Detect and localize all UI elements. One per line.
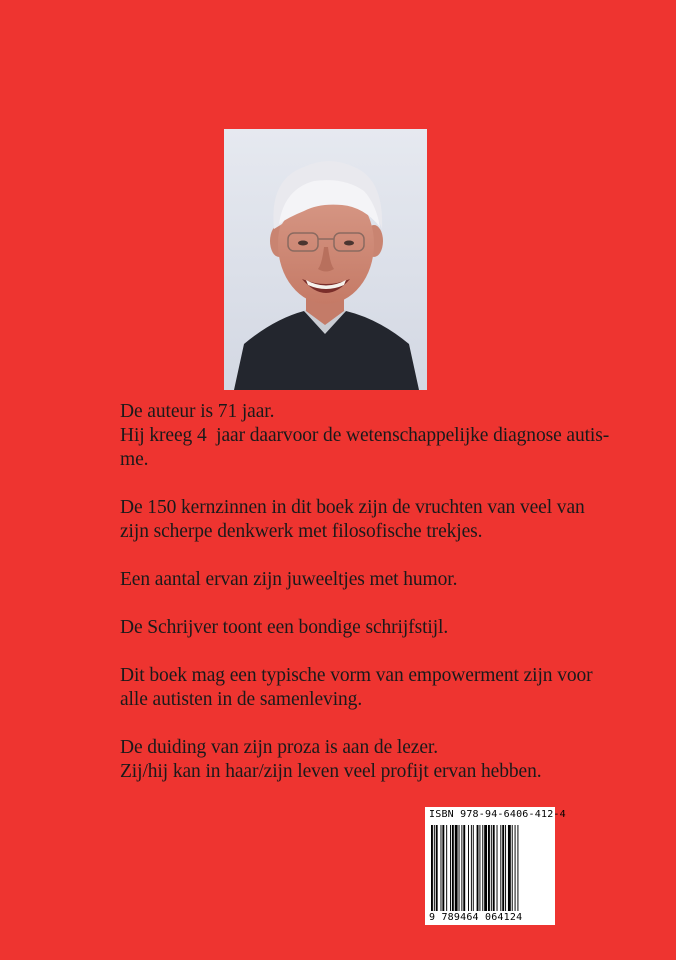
- barcode-bar: [488, 825, 490, 911]
- barcode-digits: 9 789464 064124: [429, 912, 523, 923]
- text-line: De duiding van zijn proza is aan de lezer.: [120, 737, 438, 758]
- barcode-bar: [446, 825, 447, 911]
- barcode-bar: [512, 825, 513, 911]
- barcode-bar: [461, 825, 462, 911]
- barcode-bar: [463, 825, 465, 911]
- author-photo: [224, 129, 427, 390]
- paragraph-author-age: [120, 400, 610, 472]
- barcode-bar: [459, 825, 460, 911]
- text-line: zijn scherpe denkwerk met filosofische trekjes.: [120, 521, 483, 542]
- barcode-bar: [497, 825, 498, 911]
- barcode-bar: [441, 825, 442, 911]
- barcode-bar: [491, 825, 492, 911]
- text-line: me.: [120, 449, 149, 470]
- barcode-bar: [500, 825, 501, 911]
- barcode-bars-icon: [431, 825, 549, 911]
- barcode-bar: [484, 825, 487, 911]
- paragraph-empowerment: [120, 664, 600, 712]
- isbn-barcode: [425, 807, 566, 925]
- barcode-bar: [515, 825, 516, 911]
- text-line: Zij/hij kan in haar/zijn leven veel profijt ervan hebben.: [120, 761, 542, 782]
- barcode-bar: [471, 825, 472, 911]
- isbn-label: ISBN 978-94-6406-412-4: [429, 809, 566, 820]
- barcode-bar: [477, 825, 479, 911]
- barcode-bar: [502, 825, 504, 911]
- barcode-bar: [436, 825, 438, 911]
- barcode-bar: [442, 825, 444, 911]
- barcode-bar: [493, 825, 495, 911]
- back-cover-text: [120, 400, 610, 808]
- barcode-bar: [517, 825, 518, 911]
- barcode-bar: [431, 825, 433, 911]
- text-line: De 150 kernzinnen in dit boek zijn de vruchten van veel van: [120, 497, 585, 518]
- author-portrait-icon: [224, 129, 427, 390]
- paragraph-kernzinnen: [120, 496, 600, 544]
- barcode-bar: [468, 825, 469, 911]
- barcode-bar: [473, 825, 474, 911]
- barcode-bar: [479, 825, 480, 911]
- text-line: Dit boek mag een typische vorm van empowerment zijn voor: [120, 665, 593, 686]
- text-line: De auteur is 71 jaar.: [120, 401, 275, 422]
- text-line: De Schrijver toont een bondige schrijfstijl.: [120, 617, 449, 638]
- paragraph-humor: [120, 568, 600, 592]
- text-line: alle autisten in de samenleving.: [120, 689, 363, 710]
- text-line: Een aantal ervan zijn juweeltjes met humor.: [120, 569, 458, 590]
- barcode-bar: [434, 825, 435, 911]
- barcode-bar: [450, 825, 451, 911]
- barcode-bar: [508, 825, 511, 911]
- barcode-bar: [452, 825, 454, 911]
- barcode-bar: [505, 825, 506, 911]
- paragraph-schrijfstijl: [120, 616, 600, 640]
- paragraph-duiding: [120, 736, 600, 784]
- barcode-bar: [482, 825, 483, 911]
- text-line: Hij kreeg 4 jaar daarvoor de wetenschappelijke diagnose autis-: [120, 425, 610, 446]
- barcode-bar: [455, 825, 458, 911]
